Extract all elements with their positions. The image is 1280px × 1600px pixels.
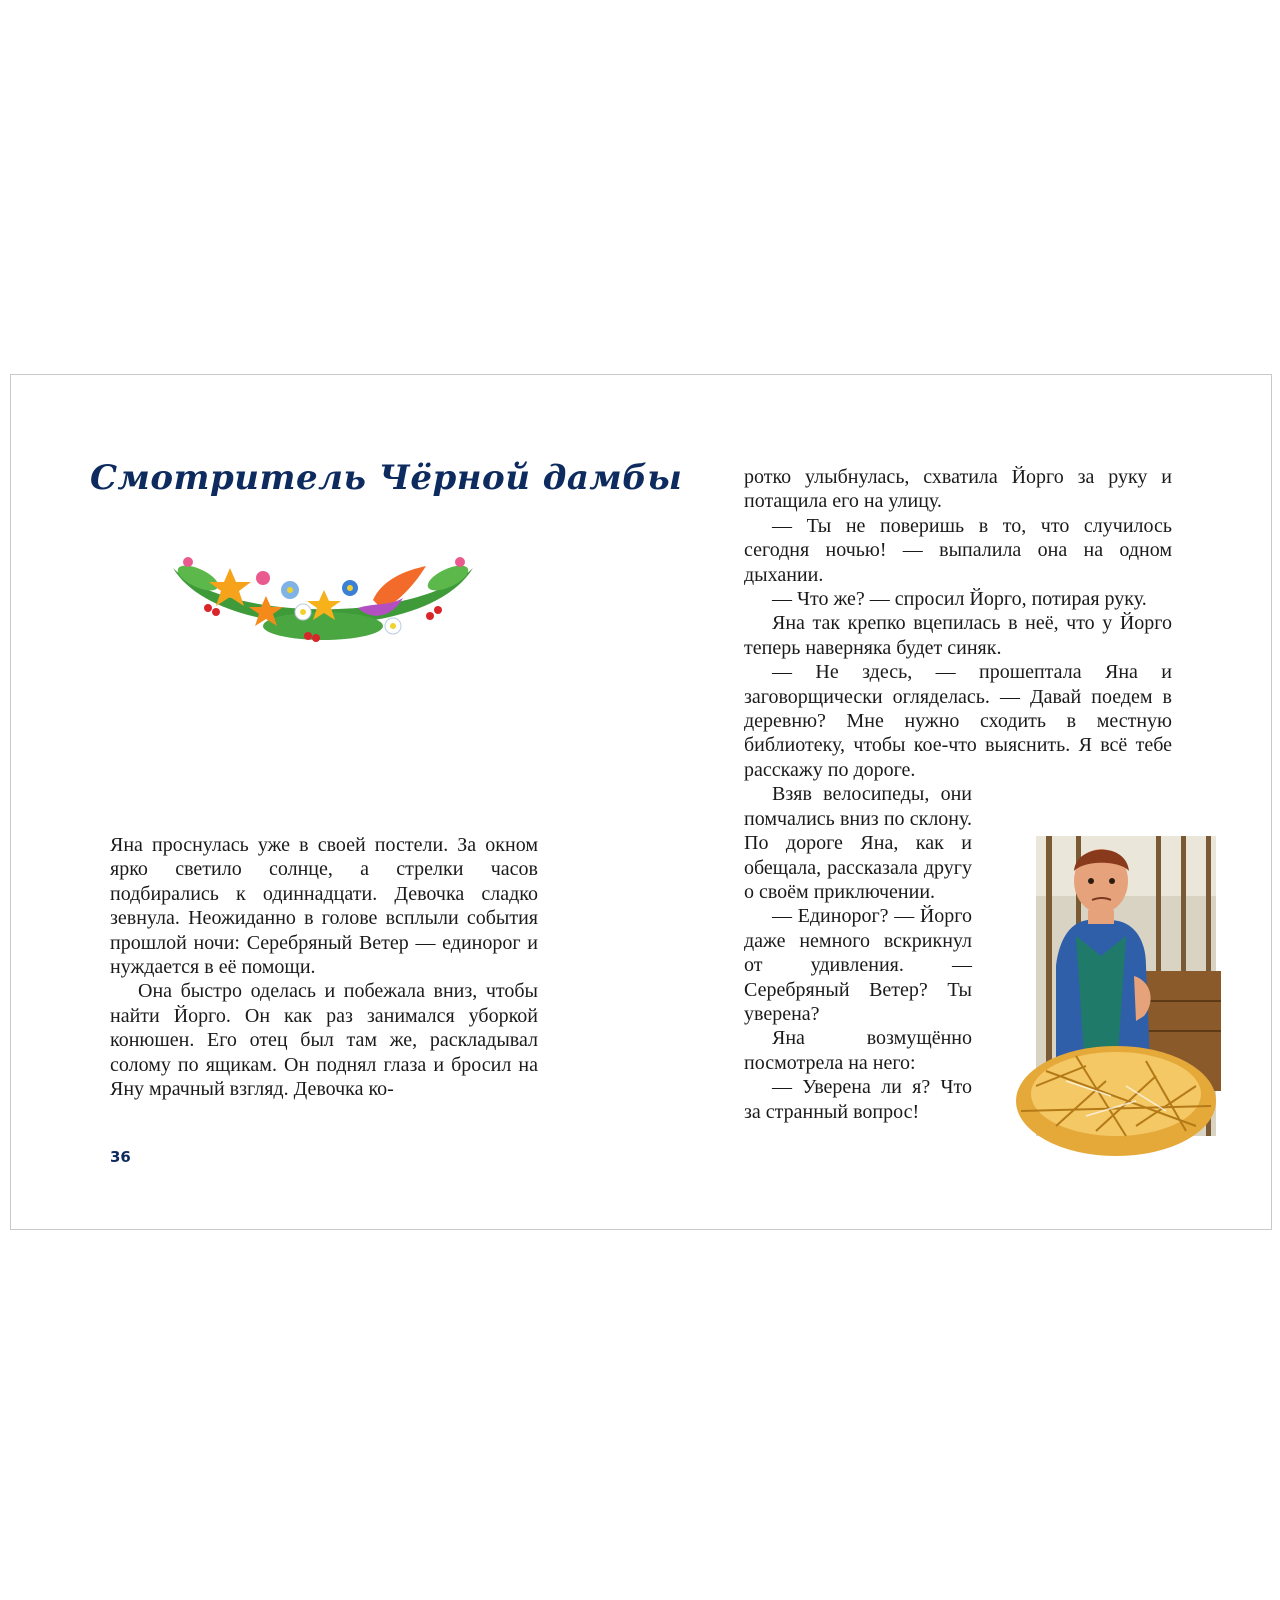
paragraph: — Ты не поверишь в то, что случилось сегодня ночью! — выпалила она на одном дыхании. [744,514,1172,586]
paragraph: Яна так крепко вцепилась в неё, что у Йорго теперь наверняка будет синяк. [744,612,1172,659]
chapter-title: Смотритель Чёрной дамбы [90,458,683,498]
paragraph: — Уверена ли я? Что за странный вопрос! [744,1076,972,1123]
paragraph: — Что же? — спросил Йорго, потирая руку. [772,588,1147,611]
page-number: 36 [110,1148,131,1166]
paragraph: — Единорог? — Йорго даже немного вскрикнул от удивления. — Серебряный Ветер? Ты уверена? [744,905,972,1025]
paragraph: Она быстро оделась и побежала вниз, чтобы найти Йорго. Он как раз занимался уборкой конюшен. Его отец был там же, раскладывал солому по ящикам. Он поднял глаза и бросил на Яну мрачный взгляд. Девочка ко- [110,980,538,1101]
paragraph: ротко улыбнулась, схватила Йорго за руку и потащила его на улицу. [744,466,1172,513]
paragraph: Взяв велосипеды, они помчались вниз по склону. По дороге Яна, как и обещала, рассказала другу о своём приключении. [744,783,972,903]
paragraph: Яна проснулась уже в своей постели. За окном ярко светило солнце, а стрелки часов подбирались к одиннадцати. Девочка сладко зевнула. Неожиданно в голове всплыли события прошлой ночи: Серебряный Ветер — единорог и нуждается в её помощи. [110,834,538,979]
left-page-text [110,833,538,1101]
paragraph: — Не здесь, — прошептала Яна и заговорщически огляделась. — Давай поедем в деревню? Мне нужно сходить в местную библиотеку, чтобы кое-что выяснить. Я всё тебе расскажу по дороге. [744,661,1172,781]
paragraph: Яна возмущённо посмотрела на него: [744,1027,972,1074]
floral-ornament [168,548,478,658]
boy-with-hay-illustration [1016,826,1226,1182]
